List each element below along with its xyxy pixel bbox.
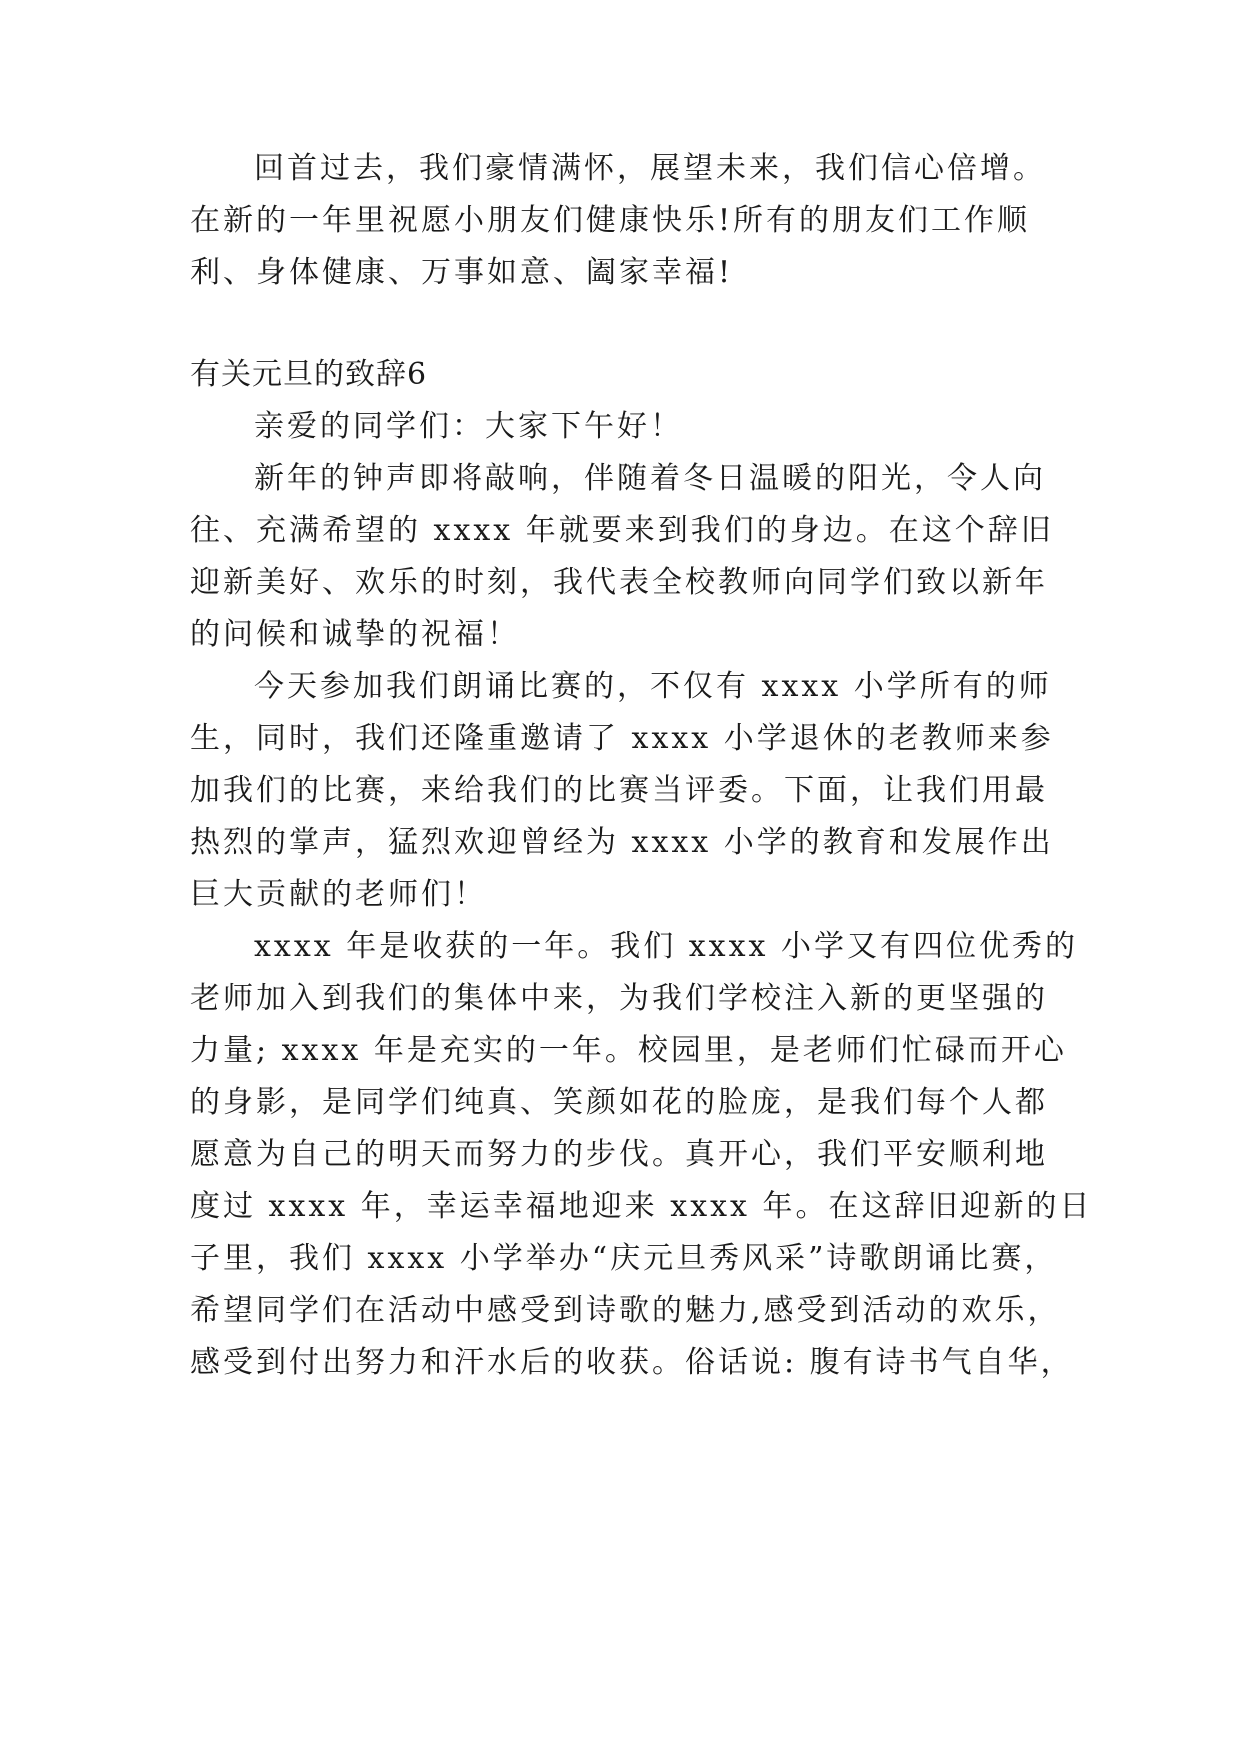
text-line: 迎新美好、欢乐的时刻，我代表全校教师向同学们致以新年 [190,565,1048,600]
text-line: 往、充满希望的 xxxx 年就要来到我们的身边。在这个辞旧 [190,513,1054,548]
text-line: 力量; xxxx 年是充实的一年。校园里，是老师们忙碌而开心 [190,1033,1067,1068]
text-line: 巨大贡献的老师们！ [190,877,487,912]
text-line: 希望同学们在活动中感受到诗歌的魅力,感受到活动的欢乐， [190,1293,1061,1328]
text-line: 子里，我们 xxxx 小学举办“庆元旦秀风采”诗歌朗诵比赛， [190,1241,1058,1276]
text-line: 愿意为自己的明天而努力的步伐。真开心，我们平安顺利地 [190,1137,1048,1172]
text-line: xxxx 年是收获的一年。我们 xxxx 小学又有四位优秀的 [254,929,1078,964]
text-line: 利、身体健康、万事如意、阖家幸福! [190,255,734,290]
text-line: 老师加入到我们的集体中来，为我们学校注入新的更坚强的 [190,981,1048,1016]
text-line: 今天参加我们朗诵比赛的，不仅有 xxxx 小学所有的师 [254,669,1052,704]
text-line: 回首过去，我们豪情满怀，展望未来，我们信心倍增。 [254,151,1046,186]
text-line: 在新的一年里祝愿小朋友们健康快乐!所有的朋友们工作顺 [190,203,1031,238]
greeting-line: 亲爱的同学们：大家下午好！ [254,409,683,444]
text-line: 加我们的比赛，来给我们的比赛当评委。下面，让我们用最 [190,773,1048,808]
text-line: 感受到付出努力和汗水后的收获。俗话说: 腹有诗书气自华， [190,1345,1074,1380]
text-line: 热烈的掌声，猛烈欢迎曾经为 xxxx 小学的教育和发展作出 [190,825,1054,860]
text-line: 生，同时，我们还隆重邀请了 xxxx 小学退休的老教师来参 [190,721,1054,756]
text-line: 的问候和诚挚的祝福！ [190,617,520,652]
section-heading: 有关元旦的致辞6 [190,357,428,392]
text-line: 新年的钟声即将敲响，伴随着冬日温暖的阳光，令人向 [254,461,1046,496]
text-line: 的身影，是同学们纯真、笑颜如花的脸庞，是我们每个人都 [190,1085,1048,1120]
text-line: 度过 xxxx 年，幸运幸福地迎来 xxxx 年。在这辞旧迎新的日 [190,1189,1093,1224]
